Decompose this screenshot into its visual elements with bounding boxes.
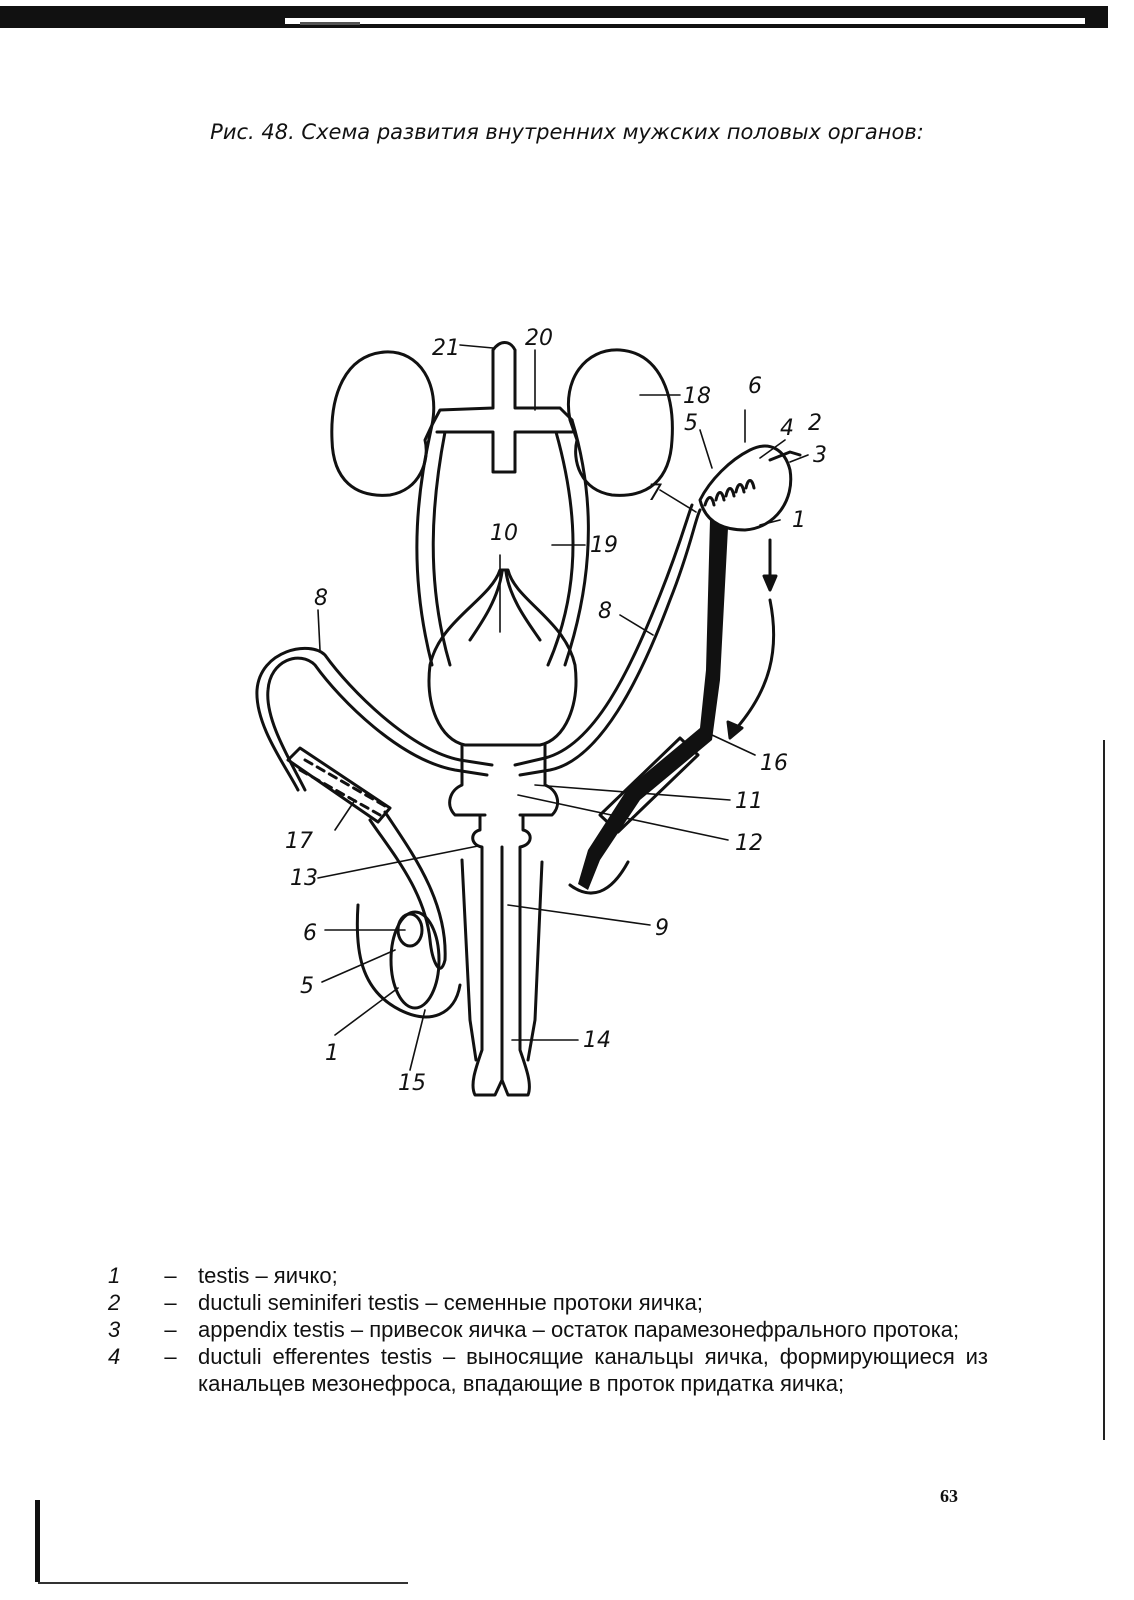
legend-dash: – [164, 1263, 177, 1288]
label-5-left: 5 [300, 974, 314, 999]
label-3: 3 [813, 443, 827, 468]
left-vas-deferens [257, 648, 492, 790]
label-5-right: 5 [684, 411, 698, 436]
legend-text: ductuli seminiferi testis – семенные протоки яичка; [198, 1290, 703, 1315]
legend-text: testis – яичко; [198, 1263, 338, 1288]
label-21: 21 [432, 336, 460, 361]
legend-item [108, 1262, 988, 1289]
descent-arrow [735, 540, 774, 730]
legend [108, 1262, 988, 1397]
bottom-scan-line [38, 1582, 408, 1584]
bladder-inner [470, 572, 540, 640]
label-20: 20 [525, 326, 553, 351]
left-duct-19 [417, 425, 450, 665]
renal-vessels [437, 432, 572, 472]
label-19: 19 [590, 533, 618, 558]
label-10: 10 [490, 521, 518, 546]
right-fold [570, 862, 628, 893]
label-16: 16 [760, 751, 788, 776]
legend-number: 1 [108, 1263, 121, 1288]
legend-item [108, 1343, 988, 1397]
legend-number: 4 [108, 1344, 121, 1369]
figure-caption: Рис. 48. Схема развития внутренних мужских половых органов: [210, 120, 924, 144]
legend-number: 2 [108, 1290, 121, 1315]
legend-text: ductuli efferentes testis – выносящие канальцы яичка, формирующиеся из канальцев мезонефроса, впадающие в проток придатка яичка; [198, 1344, 988, 1396]
label-18: 18 [683, 384, 711, 409]
genital-fold-right [528, 862, 542, 1060]
label-6-left: 6 [303, 921, 317, 946]
label-17: 17 [285, 829, 313, 854]
label-7: 7 [648, 481, 662, 506]
left-kidney [332, 352, 434, 495]
label-6-right: 6 [748, 374, 762, 399]
label-11: 11 [735, 789, 763, 814]
genital-fold-left [462, 860, 476, 1060]
label-8-left: 8 [314, 586, 328, 611]
label-14: 14 [583, 1028, 611, 1053]
legend-text: appendix testis – привесок яичка – остаток парамезонефрального протока; [198, 1317, 960, 1342]
label-12: 12 [735, 831, 763, 856]
legend-dash: – [164, 1317, 177, 1342]
legend-item [108, 1316, 988, 1343]
descent-arrowhead-1 [764, 576, 776, 590]
label-13: 13 [290, 866, 318, 891]
label-4: 4 [780, 416, 794, 441]
legend-dash: – [164, 1344, 177, 1369]
label-15: 15 [398, 1071, 426, 1096]
label-9: 9 [655, 916, 669, 941]
label-1-left: 1 [325, 1041, 339, 1066]
bladder [429, 570, 576, 745]
legend-item [108, 1289, 988, 1316]
legend-dash: – [164, 1290, 177, 1315]
label-2: 2 [808, 411, 822, 436]
page-number: 63 [940, 1486, 958, 1506]
bladder-fundus [450, 745, 558, 815]
label-8-right: 8 [598, 599, 612, 624]
left-gubernaculum-dash [300, 760, 385, 815]
label-1-right: 1 [792, 508, 806, 533]
binding-mark [35, 1500, 40, 1582]
legend-number: 3 [108, 1317, 121, 1342]
margin-scan-line [1103, 740, 1105, 1440]
efferent-ducts [705, 481, 754, 506]
